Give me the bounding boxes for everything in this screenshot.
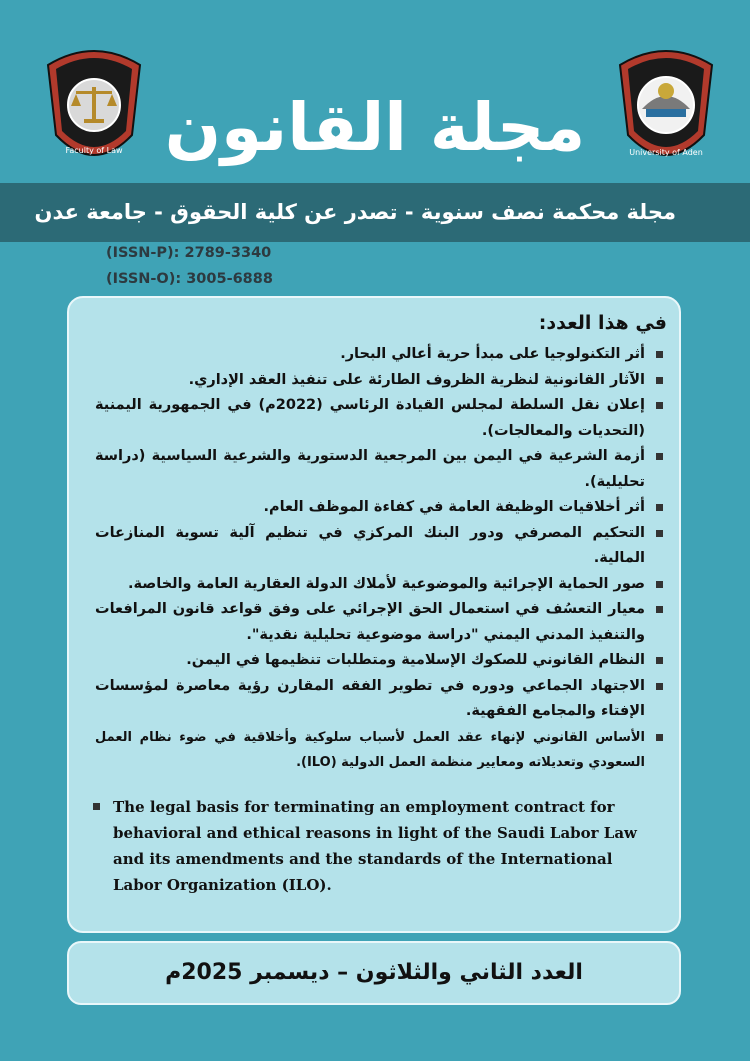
bullet-icon	[656, 351, 663, 358]
journal-title: مجلة القانون	[164, 89, 586, 166]
english-list-item: The legal basis for terminating an employment contract for behavioral and ethical reasons in light of the Saudi Labor Law and its amendments and the standards of the International Labor Organization (ILO).	[91, 794, 651, 898]
contents-heading: في هذا العدد:	[538, 312, 667, 334]
list-item: معيار التعسُف في استعمال الحق الإجرائي على وفق قواعد قانون المرافعات والتنفيذ المدني اليمني "دراسة موضوعية تحليلية نقدية".	[95, 597, 665, 648]
bullet-icon	[656, 657, 663, 664]
list-item: التحكيم المصرفي ودور البنك المركزي في تنظيم آلية تسوية المنازعات المالية.	[95, 521, 665, 572]
list-item: أزمة الشرعية في اليمن بين المرجعية الدستورية والشرعية السياسية (دراسة تحليلية).	[95, 444, 665, 495]
bullet-icon	[656, 453, 663, 460]
bullet-icon	[656, 734, 663, 741]
faculty-of-law-logo	[40, 43, 148, 173]
list-item: إعلان نقل السلطة لمجلس القيادة الرئاسي (2022م) في الجمهورية اليمنية (التحديات والمعالجات).	[95, 393, 665, 444]
issn-online: (ISSN-O): 3005-6888	[106, 271, 273, 287]
list-item: أثر التكنولوجيا على مبدأ حرية أعالي البحار.	[95, 342, 665, 368]
contents-box	[67, 296, 681, 933]
university-of-aden-logo	[612, 43, 720, 173]
journal-subtitle: مجلة محكمة نصف سنوية - تصدر عن كلية الحقوق - جامعة عدن	[34, 200, 676, 224]
bullet-icon	[656, 581, 663, 588]
bullet-icon	[93, 803, 100, 810]
bullet-icon	[656, 504, 663, 511]
list-item: الاجتهاد الجماعي ودوره في تطوير الفقه المقارن رؤية معاصرة لمؤسسات الإفتاء والمجامع الفقهية.	[95, 674, 665, 725]
list-item: النظام القانوني للصكوك الإسلامية ومتطلبات تنظيمها في اليمن.	[95, 648, 665, 674]
svg-text:Faculty of Law: Faculty of Law	[65, 146, 123, 155]
list-item: الأساس القانوني لإنهاء عقد العمل لأسباب سلوكية وأخلاقية في ضوء نظام العمل السعودي وتعديلاته ومعايير منظمة العمل الدولية (ILO).	[95, 725, 665, 776]
issue-label: العدد الثاني والثلاثون – ديسمبر 2025م	[67, 941, 681, 1005]
bullet-icon	[656, 683, 663, 690]
list-item: الآثار القانونية لنظرية الظروف الطارئة على تنفيذ العقد الإداري.	[95, 368, 665, 394]
subtitle-band	[0, 183, 750, 242]
list-item: صور الحماية الإجرائية والموضوعية لأملاك الدولة العقارية العامة والخاصة.	[95, 572, 665, 598]
list-item: أثر أخلاقيات الوظيفة العامة في كفاءة الموظف العام.	[95, 495, 665, 521]
bullet-icon	[656, 377, 663, 384]
svg-text:University of Aden: University of Aden	[629, 148, 703, 157]
contents-list	[95, 342, 665, 776]
bullet-icon	[656, 402, 663, 409]
bullet-icon	[656, 530, 663, 537]
issn-print: (ISSN-P): 2789-3340	[106, 245, 272, 261]
bullet-icon	[656, 606, 663, 613]
